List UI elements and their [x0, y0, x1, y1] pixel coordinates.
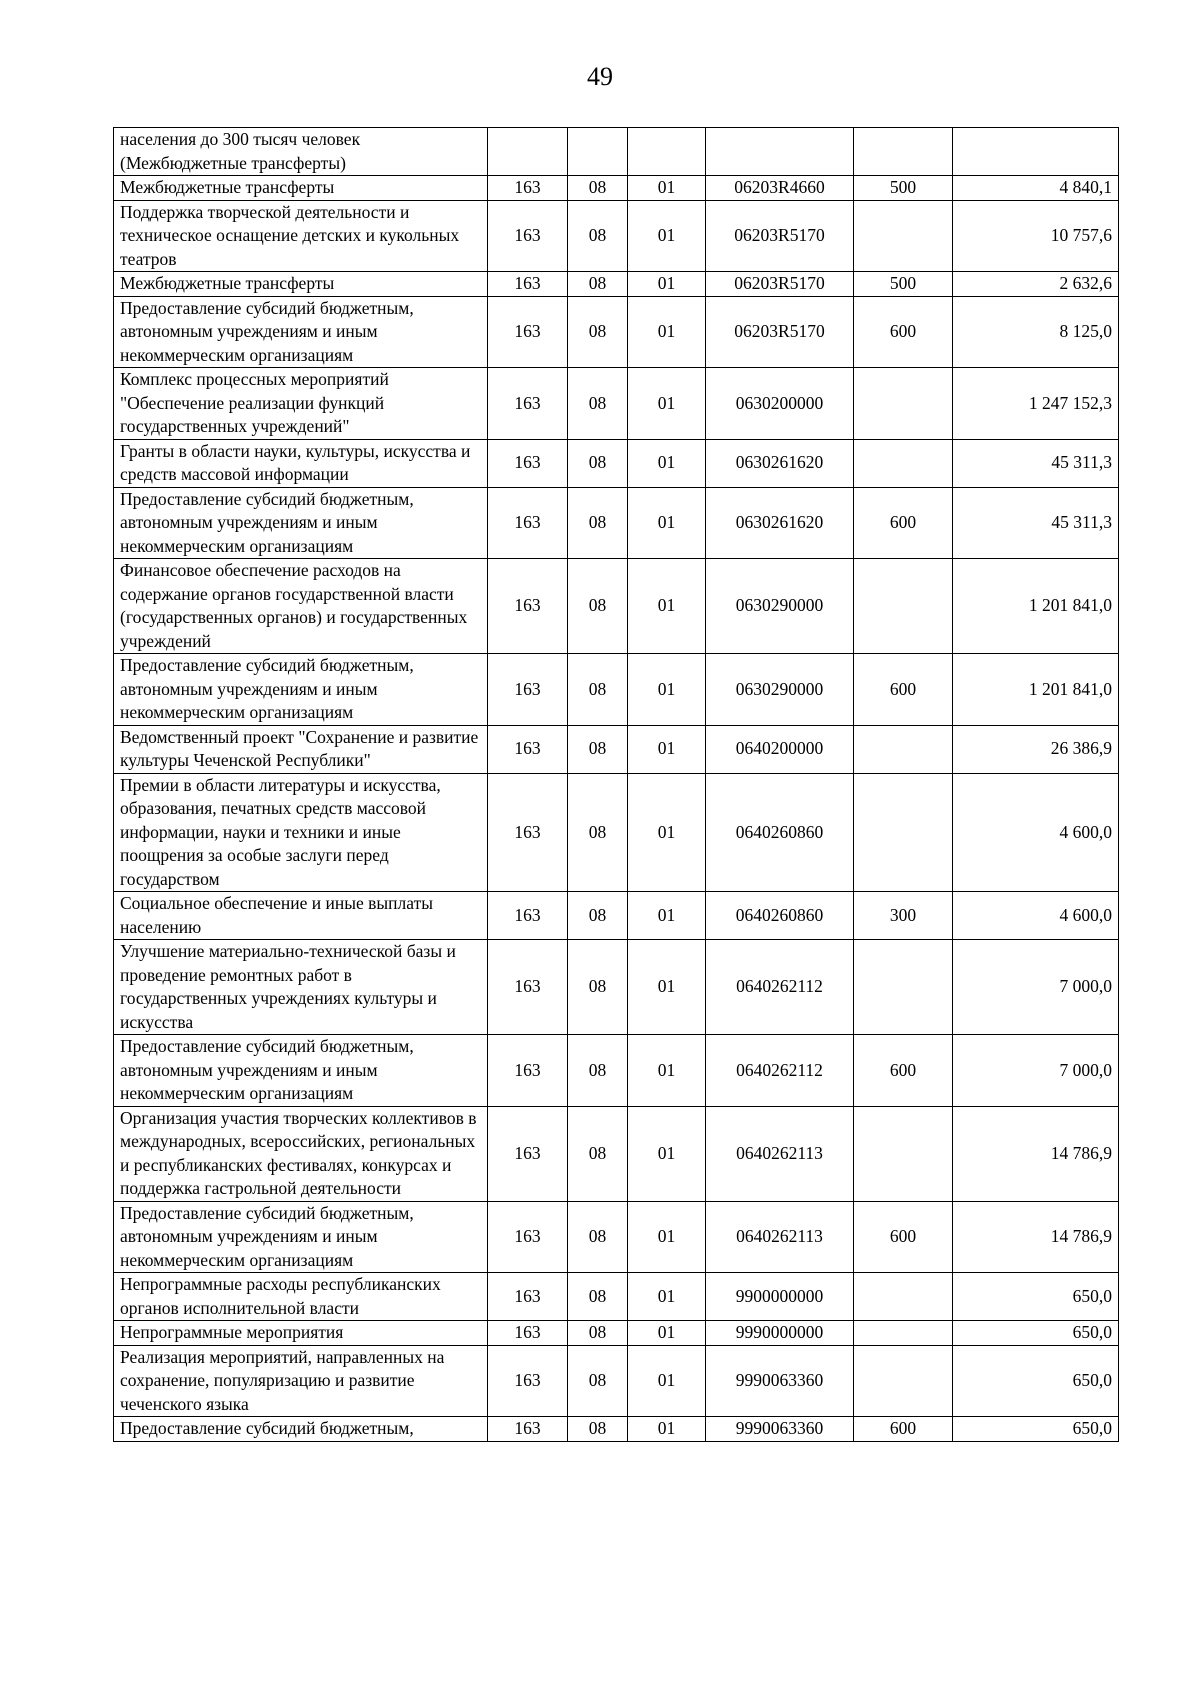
row-vr-cell: 600	[854, 1035, 953, 1107]
row-vr-cell: 500	[854, 176, 953, 201]
table-row	[114, 296, 1119, 368]
row-cs-cell: 0640260860	[706, 773, 854, 892]
table-row	[114, 1345, 1119, 1417]
row-rz-cell: 08	[568, 773, 628, 892]
row-cs-cell: 0640262112	[706, 1035, 854, 1107]
row-rz-cell: 08	[568, 368, 628, 440]
row-glv-cell: 163	[488, 1035, 568, 1107]
row-cs-cell: 0630290000	[706, 559, 854, 654]
row-sum-cell: 1 201 841,0	[953, 654, 1119, 726]
row-vr-cell: 500	[854, 272, 953, 297]
row-name-cell: Предоставление субсидий бюджетным,	[114, 1417, 488, 1442]
row-sum-cell: 1 247 152,3	[953, 368, 1119, 440]
table-row	[114, 176, 1119, 201]
row-glv-cell: 163	[488, 725, 568, 773]
row-sum-cell: 650,0	[953, 1345, 1119, 1417]
row-cs-cell: 0640262113	[706, 1106, 854, 1201]
row-cs-cell: 06203R5170	[706, 272, 854, 297]
row-vr-cell: 600	[854, 654, 953, 726]
row-name-cell: Предоставление субсидий бюджетным, автономным учреждениям и иным некоммерческим организациям	[114, 1035, 488, 1107]
table-row	[114, 439, 1119, 487]
row-glv-cell: 163	[488, 940, 568, 1035]
table-row	[114, 1035, 1119, 1107]
row-glv-cell: 163	[488, 1345, 568, 1417]
row-cs-cell: 06203R5170	[706, 296, 854, 368]
table-row	[114, 487, 1119, 559]
row-vr-cell	[854, 725, 953, 773]
row-glv-cell: 163	[488, 487, 568, 559]
row-glv-cell: 163	[488, 1106, 568, 1201]
row-rz-cell: 08	[568, 1035, 628, 1107]
row-cs-cell: 0630290000	[706, 654, 854, 726]
row-cs-cell: 0630261620	[706, 487, 854, 559]
row-name-cell: Комплекс процессных мероприятий "Обеспечение реализации функций государственных учреждений"	[114, 368, 488, 440]
table-row	[114, 725, 1119, 773]
row-vr-cell: 600	[854, 1201, 953, 1273]
row-cs-cell: 9900000000	[706, 1273, 854, 1321]
row-cs-cell	[706, 128, 854, 176]
row-pr-cell: 01	[628, 439, 706, 487]
row-name-cell: Межбюджетные трансферты	[114, 176, 488, 201]
row-vr-cell	[854, 368, 953, 440]
table-row	[114, 1273, 1119, 1321]
row-vr-cell	[854, 1321, 953, 1346]
row-name-cell: Ведомственный проект "Сохранение и развитие культуры Чеченской Республики"	[114, 725, 488, 773]
row-pr-cell: 01	[628, 1106, 706, 1201]
row-pr-cell: 01	[628, 1321, 706, 1346]
row-sum-cell	[953, 128, 1119, 176]
row-rz-cell: 08	[568, 272, 628, 297]
row-name-cell: Поддержка творческой деятельности и техническое оснащение детских и кукольных театров	[114, 200, 488, 272]
row-pr-cell: 01	[628, 654, 706, 726]
row-glv-cell: 163	[488, 1273, 568, 1321]
row-sum-cell: 4 840,1	[953, 176, 1119, 201]
table-row	[114, 892, 1119, 940]
row-sum-cell: 14 786,9	[953, 1106, 1119, 1201]
row-glv-cell	[488, 128, 568, 176]
row-sum-cell: 14 786,9	[953, 1201, 1119, 1273]
row-name-cell: Предоставление субсидий бюджетным, автономным учреждениям и иным некоммерческим организациям	[114, 296, 488, 368]
table-row	[114, 200, 1119, 272]
table-row	[114, 1106, 1119, 1201]
row-cs-cell: 0630261620	[706, 439, 854, 487]
row-rz-cell: 08	[568, 725, 628, 773]
row-rz-cell: 08	[568, 200, 628, 272]
row-pr-cell: 01	[628, 296, 706, 368]
row-pr-cell: 01	[628, 176, 706, 201]
row-sum-cell: 26 386,9	[953, 725, 1119, 773]
row-vr-cell	[854, 559, 953, 654]
row-pr-cell: 01	[628, 1035, 706, 1107]
row-rz-cell: 08	[568, 1417, 628, 1442]
row-pr-cell: 01	[628, 559, 706, 654]
row-sum-cell: 650,0	[953, 1273, 1119, 1321]
row-glv-cell: 163	[488, 892, 568, 940]
row-rz-cell: 08	[568, 654, 628, 726]
row-rz-cell: 08	[568, 559, 628, 654]
table-row	[114, 1321, 1119, 1346]
row-pr-cell: 01	[628, 200, 706, 272]
row-sum-cell: 45 311,3	[953, 439, 1119, 487]
row-sum-cell: 45 311,3	[953, 487, 1119, 559]
row-sum-cell: 8 125,0	[953, 296, 1119, 368]
budget-table	[113, 127, 1119, 1442]
row-rz-cell: 08	[568, 487, 628, 559]
row-vr-cell	[854, 128, 953, 176]
row-name-cell: Предоставление субсидий бюджетным, автономным учреждениям и иным некоммерческим организациям	[114, 487, 488, 559]
row-cs-cell: 0640260860	[706, 892, 854, 940]
row-rz-cell	[568, 128, 628, 176]
row-pr-cell: 01	[628, 892, 706, 940]
row-name-cell: Премии в области литературы и искусства, образования, печатных средств массовой информации, науки и техники и иные поощрения за особые заслуги перед государством	[114, 773, 488, 892]
row-name-cell: Непрограммные расходы республиканских органов исполнительной власти	[114, 1273, 488, 1321]
row-cs-cell: 0640262113	[706, 1201, 854, 1273]
row-glv-cell: 163	[488, 773, 568, 892]
table-row	[114, 1417, 1119, 1442]
row-sum-cell: 4 600,0	[953, 773, 1119, 892]
row-cs-cell: 0640262112	[706, 940, 854, 1035]
table-row	[114, 940, 1119, 1035]
row-vr-cell	[854, 940, 953, 1035]
row-pr-cell: 01	[628, 940, 706, 1035]
row-pr-cell: 01	[628, 272, 706, 297]
row-name-cell: Предоставление субсидий бюджетным, автономным учреждениям и иным некоммерческим организациям	[114, 654, 488, 726]
row-glv-cell: 163	[488, 1321, 568, 1346]
row-cs-cell: 9990000000	[706, 1321, 854, 1346]
row-vr-cell	[854, 1345, 953, 1417]
row-name-cell: Реализация мероприятий, направленных на сохранение, популяризацию и развитие чеченского языка	[114, 1345, 488, 1417]
row-glv-cell: 163	[488, 1201, 568, 1273]
row-glv-cell: 163	[488, 559, 568, 654]
row-glv-cell: 163	[488, 368, 568, 440]
row-glv-cell: 163	[488, 200, 568, 272]
row-vr-cell: 300	[854, 892, 953, 940]
row-sum-cell: 2 632,6	[953, 272, 1119, 297]
row-cs-cell: 9990063360	[706, 1345, 854, 1417]
row-name-cell: Гранты в области науки, культуры, искусства и средств массовой информации	[114, 439, 488, 487]
row-glv-cell: 163	[488, 176, 568, 201]
budget-table-body	[114, 128, 1119, 1442]
table-row	[114, 368, 1119, 440]
table-row	[114, 654, 1119, 726]
row-vr-cell	[854, 1273, 953, 1321]
row-cs-cell: 0630200000	[706, 368, 854, 440]
row-vr-cell: 600	[854, 296, 953, 368]
row-vr-cell	[854, 1106, 953, 1201]
row-vr-cell: 600	[854, 1417, 953, 1442]
row-rz-cell: 08	[568, 940, 628, 1035]
row-cs-cell: 9990063360	[706, 1417, 854, 1442]
row-vr-cell	[854, 439, 953, 487]
row-pr-cell: 01	[628, 1345, 706, 1417]
row-name-cell: Непрограммные мероприятия	[114, 1321, 488, 1346]
row-pr-cell	[628, 128, 706, 176]
row-sum-cell: 1 201 841,0	[953, 559, 1119, 654]
row-rz-cell: 08	[568, 296, 628, 368]
row-rz-cell: 08	[568, 1201, 628, 1273]
row-sum-cell: 7 000,0	[953, 940, 1119, 1035]
row-glv-cell: 163	[488, 1417, 568, 1442]
row-name-cell: Финансовое обеспечение расходов на содержание органов государственной власти (государственных органов) и государственных учреждений	[114, 559, 488, 654]
page-number: 49	[587, 62, 613, 91]
row-cs-cell: 06203R5170	[706, 200, 854, 272]
row-rz-cell: 08	[568, 1106, 628, 1201]
row-vr-cell	[854, 200, 953, 272]
row-sum-cell: 650,0	[953, 1417, 1119, 1442]
row-name-cell: населения до 300 тысяч человек (Межбюджетные трансферты)	[114, 128, 488, 176]
row-sum-cell: 4 600,0	[953, 892, 1119, 940]
row-pr-cell: 01	[628, 487, 706, 559]
row-rz-cell: 08	[568, 176, 628, 201]
row-vr-cell: 600	[854, 487, 953, 559]
row-name-cell: Межбюджетные трансферты	[114, 272, 488, 297]
row-glv-cell: 163	[488, 296, 568, 368]
row-name-cell: Предоставление субсидий бюджетным, автономным учреждениям и иным некоммерческим организациям	[114, 1201, 488, 1273]
row-sum-cell: 650,0	[953, 1321, 1119, 1346]
row-rz-cell: 08	[568, 1321, 628, 1346]
row-pr-cell: 01	[628, 725, 706, 773]
row-glv-cell: 163	[488, 272, 568, 297]
row-sum-cell: 10 757,6	[953, 200, 1119, 272]
row-vr-cell	[854, 773, 953, 892]
row-pr-cell: 01	[628, 1273, 706, 1321]
table-row	[114, 128, 1119, 176]
row-pr-cell: 01	[628, 368, 706, 440]
row-rz-cell: 08	[568, 439, 628, 487]
table-row	[114, 559, 1119, 654]
row-cs-cell: 0640200000	[706, 725, 854, 773]
row-name-cell: Социальное обеспечение и иные выплаты населению	[114, 892, 488, 940]
row-glv-cell: 163	[488, 439, 568, 487]
table-row	[114, 773, 1119, 892]
table-row	[114, 272, 1119, 297]
row-rz-cell: 08	[568, 1345, 628, 1417]
table-row	[114, 1201, 1119, 1273]
row-pr-cell: 01	[628, 773, 706, 892]
row-name-cell: Улучшение материально-технической базы и проведение ремонтных работ в государственных учреждениях культуры и искусства	[114, 940, 488, 1035]
row-sum-cell: 7 000,0	[953, 1035, 1119, 1107]
row-pr-cell: 01	[628, 1201, 706, 1273]
row-cs-cell: 06203R4660	[706, 176, 854, 201]
row-pr-cell: 01	[628, 1417, 706, 1442]
row-rz-cell: 08	[568, 1273, 628, 1321]
row-glv-cell: 163	[488, 654, 568, 726]
row-name-cell: Организация участия творческих коллективов в международных, всероссийских, региональных и республиканских фестивалях, конкурсах и поддержка гастрольной деятельности	[114, 1106, 488, 1201]
row-rz-cell: 08	[568, 892, 628, 940]
